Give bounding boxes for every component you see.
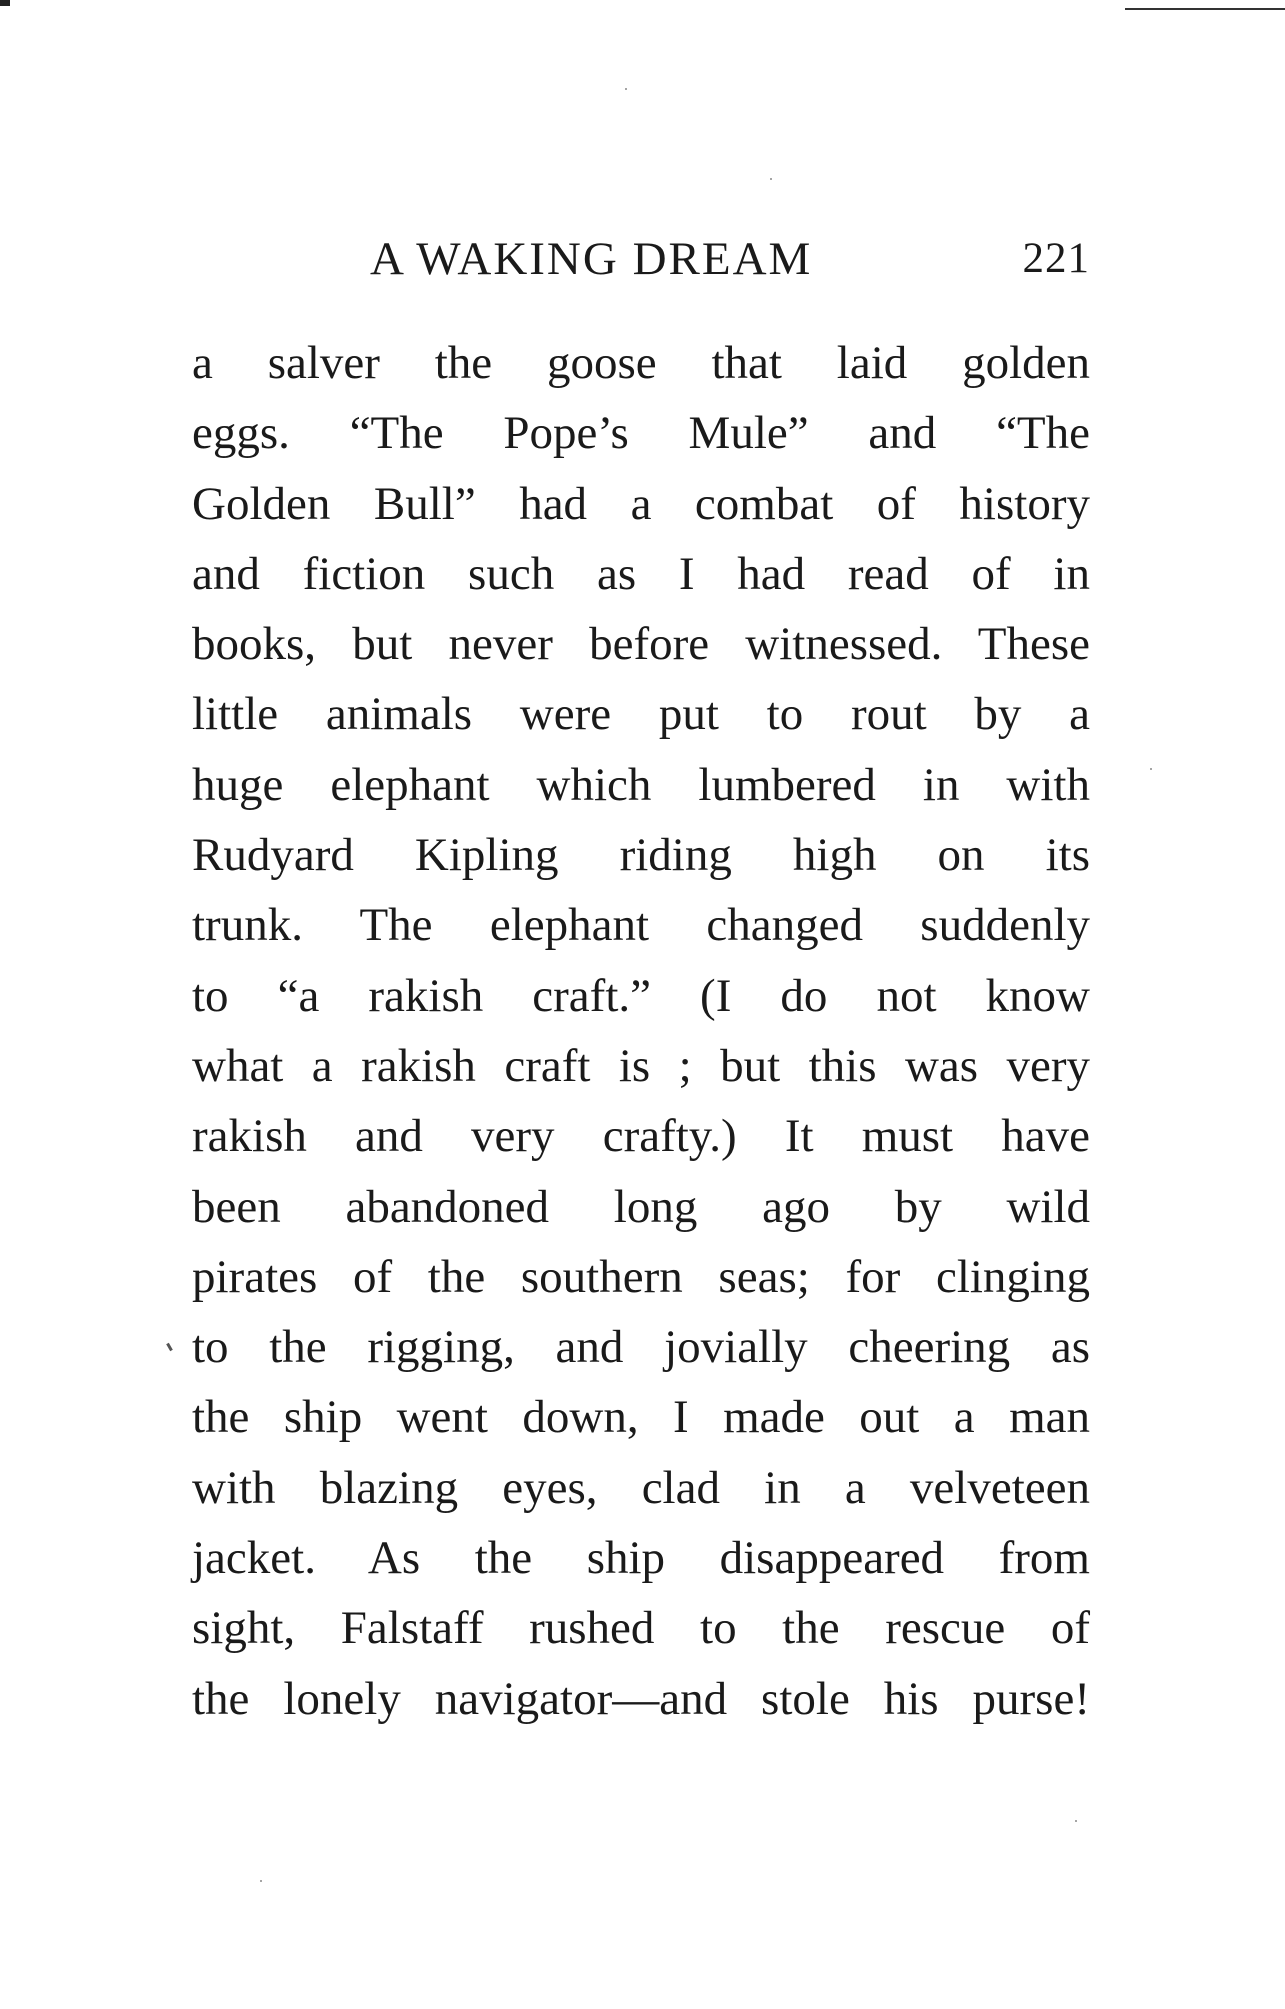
running-head bbox=[370, 232, 1090, 292]
text-line: with blazing eyes, clad in a velveteen bbox=[192, 1461, 1090, 1514]
text-line: Golden Bull” had a combat of history bbox=[192, 477, 1090, 530]
body-text bbox=[192, 328, 1090, 1734]
text-line: rakish and very crafty.) It must have bbox=[192, 1110, 1090, 1163]
text-line: to the rigging, and jovially cheering as bbox=[192, 1321, 1090, 1374]
paper-speck bbox=[770, 178, 772, 180]
text-line: been abandoned long ago by wild bbox=[192, 1180, 1090, 1233]
text-line: what a rakish craft is ; but this was very bbox=[192, 1039, 1090, 1092]
text-line: jacket. As the ship disappeared from bbox=[192, 1532, 1090, 1585]
text-line: trunk. The elephant changed suddenly bbox=[192, 899, 1090, 952]
text-line: huge elephant which lumbered in with bbox=[192, 758, 1090, 811]
text-line: the lonely navigator—and stole his purse! bbox=[192, 1672, 1090, 1725]
text-line: Rudyard Kipling riding high on its bbox=[192, 829, 1090, 882]
paper-speck bbox=[260, 1880, 262, 1882]
text-line: the ship went down, I made out a man bbox=[192, 1391, 1090, 1444]
text-line: a salver the goose that laid golden bbox=[192, 337, 1090, 389]
page-number: 221 bbox=[1022, 235, 1090, 282]
text-line: little animals were put to rout by a bbox=[192, 688, 1090, 741]
text-line: sight, Falstaff rushed to the rescue of bbox=[192, 1602, 1090, 1655]
text-line: to “a rakish craft.” (I do not know bbox=[192, 969, 1090, 1022]
text-line: and fiction such as I had read of in bbox=[192, 547, 1090, 600]
paper-speck bbox=[625, 88, 627, 90]
scan-edge-mark bbox=[0, 0, 10, 6]
paper-speck bbox=[1075, 1820, 1077, 1822]
text-line: pirates of the southern seas; for clinging bbox=[192, 1250, 1090, 1303]
text-line: eggs. “The Pope’s Mule” and “The bbox=[192, 407, 1090, 460]
paper-speck bbox=[1150, 768, 1152, 770]
scan-edge-line bbox=[1125, 8, 1285, 10]
text-line: books, but never before witnessed. These bbox=[192, 618, 1090, 671]
running-title: A WAKING DREAM bbox=[370, 233, 813, 285]
margin-mark bbox=[166, 1343, 173, 1351]
